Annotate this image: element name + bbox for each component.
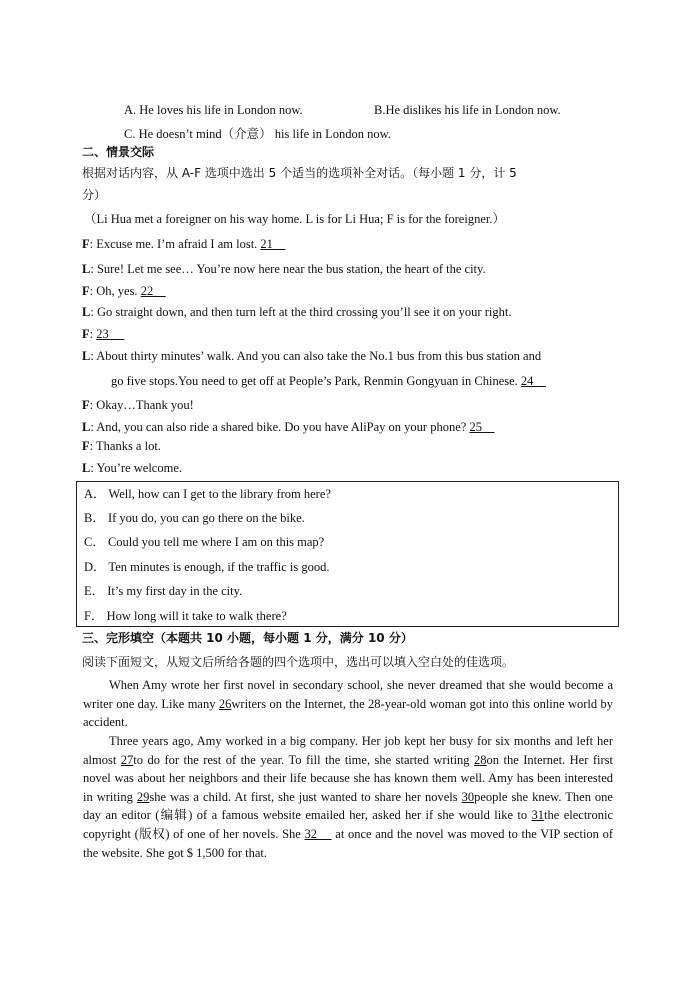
passage-text: the electronic copyright (版权) of one of her novels. She xyxy=(83,808,613,841)
dialogue-text: : You’re welcome. xyxy=(90,461,182,475)
dialogue-text: : About thirty minutes’ walk. And you can also take the No.1 bus from this bus station and xyxy=(90,349,542,363)
dialogue-line xyxy=(82,283,166,299)
choice-a: A． Well, how can I get to the library from here? xyxy=(84,487,331,501)
blank-number: 30 xyxy=(461,789,475,804)
passage-text: people she knew. Then one day an editor (编辑) of a famous website emailed her, as xyxy=(83,789,613,823)
dialogue-text: : Go straight down, and then turn left at the third crossing you’ll see it on your right. xyxy=(90,305,512,319)
dialogue-text: go five stops.You need to get off at People’s Park, Renmin Gongyuan in Chinese. xyxy=(111,374,521,388)
speaker: L xyxy=(82,349,91,363)
choices-box xyxy=(76,481,619,627)
dialogue-line xyxy=(82,261,486,277)
choice-f: F． How long will it take to walk there? xyxy=(84,609,287,623)
dialogue-context: （Li Hua met a foreigner on his way home. L is for Li Hua; F is for the foreigner.） xyxy=(84,212,505,226)
dialogue-text: : xyxy=(89,327,97,341)
choice-e: E． It’s my first day in the city. xyxy=(84,584,243,598)
passage-paragraph-1 xyxy=(83,676,613,732)
blank-number: 31 xyxy=(531,808,545,823)
blank-number: 27 xyxy=(120,752,134,767)
blank-number: 25 xyxy=(469,420,482,434)
dialogue-line xyxy=(82,304,511,320)
passage-text: Three years ago, Amy worked in a big company. Her job kept her busy for six months and left her almost xyxy=(83,734,613,767)
section-3-title: 三、完形填空（本题共 10 小题，每小题 1 分，满分 10 分） xyxy=(82,631,413,645)
speaker: L xyxy=(82,262,91,276)
passage-text: ked her if she would like to xyxy=(382,808,532,823)
dialogue-text: : Sure! Let me see… You’re now here near the bus station, the heart of the city. xyxy=(90,262,486,276)
passage-text: to do for the rest of the year. To fill the time, she started writing xyxy=(133,752,475,767)
speaker: F xyxy=(82,284,90,298)
choice-b: B． If you do, you can go there on the bike. xyxy=(84,511,305,525)
dialogue-line xyxy=(82,419,494,435)
speaker: F xyxy=(82,439,90,453)
section-2-title: 二、情景交际 xyxy=(82,145,155,159)
dialogue-text: : Oh, yes. xyxy=(89,284,141,298)
speaker: F xyxy=(82,237,90,251)
speaker: L xyxy=(82,461,91,475)
blank-number: 22 xyxy=(140,284,154,298)
blank-number: 23 xyxy=(96,327,109,341)
blank-number: 26 xyxy=(218,696,232,711)
dialogue-line xyxy=(82,348,541,364)
dialogue-line xyxy=(82,460,182,476)
blank-number: 29 xyxy=(136,789,150,804)
choice-c: C． Could you tell me where I am on this map? xyxy=(84,535,325,549)
dialogue-text: : Okay…Thank you! xyxy=(89,398,194,412)
passage-paragraph-2 xyxy=(83,732,613,862)
passage-text: on the Internet. Her first novel was about her neighbors and their life because she has known them well. Amy has been interested in writing xyxy=(83,752,613,804)
blank-number: 24 xyxy=(520,374,534,388)
passage-text: at once and the novel was moved to the VIP section of the website. She got $ 1,500 for that. xyxy=(83,826,614,860)
blank-number: 32 xyxy=(304,826,317,841)
blank-number: 21 xyxy=(260,237,273,251)
speaker: F xyxy=(82,398,90,412)
speaker: F xyxy=(82,327,90,341)
passage-text: writers on the Internet, the 28-year-old woman got into this online world by accident. xyxy=(83,696,613,730)
passage-text: When Amy wrote her first novel in secondary school, she never dreamed that she would become a writer one day. Like many xyxy=(83,678,613,711)
option-a: A. He loves his life in London now. xyxy=(124,103,303,117)
dialogue-line xyxy=(82,397,194,413)
dialogue-text: : And, you can also ride a shared bike. Do you have AliPay on your phone? xyxy=(90,420,470,434)
dialogue-line xyxy=(82,438,161,454)
section-2-instruction-2: 分） xyxy=(82,188,107,202)
passage-text: she was a child. At first, she just wanted to share her novels xyxy=(149,789,462,804)
dialogue-line xyxy=(111,373,546,389)
option-b: B.He dislikes his life in London now. xyxy=(374,103,561,117)
blank-number: 28 xyxy=(474,752,487,767)
option-c: C. He doesn’t mind（介意） his life in London now. xyxy=(124,127,391,141)
dialogue-line xyxy=(82,326,124,342)
choice-d: D． Ten minutes is enough, if the traffic is good. xyxy=(84,560,330,574)
dialogue-text: : Excuse me. I’m afraid I am lost. xyxy=(89,237,261,251)
dialogue-line xyxy=(82,236,285,252)
section-2-instruction-1: 根据对话内容，从 A-F 选项中选出 5 个适当的选项补全对话。（每小题 1 分，计 5 xyxy=(82,166,517,180)
speaker: L xyxy=(82,420,91,434)
section-3-instruction: 阅读下面短文，从短文后所给各题的四个选项中，选出可以填入空白处的佳选项。 xyxy=(82,655,515,669)
dialogue-text: : Thanks a lot. xyxy=(89,439,161,453)
speaker: L xyxy=(82,305,91,319)
